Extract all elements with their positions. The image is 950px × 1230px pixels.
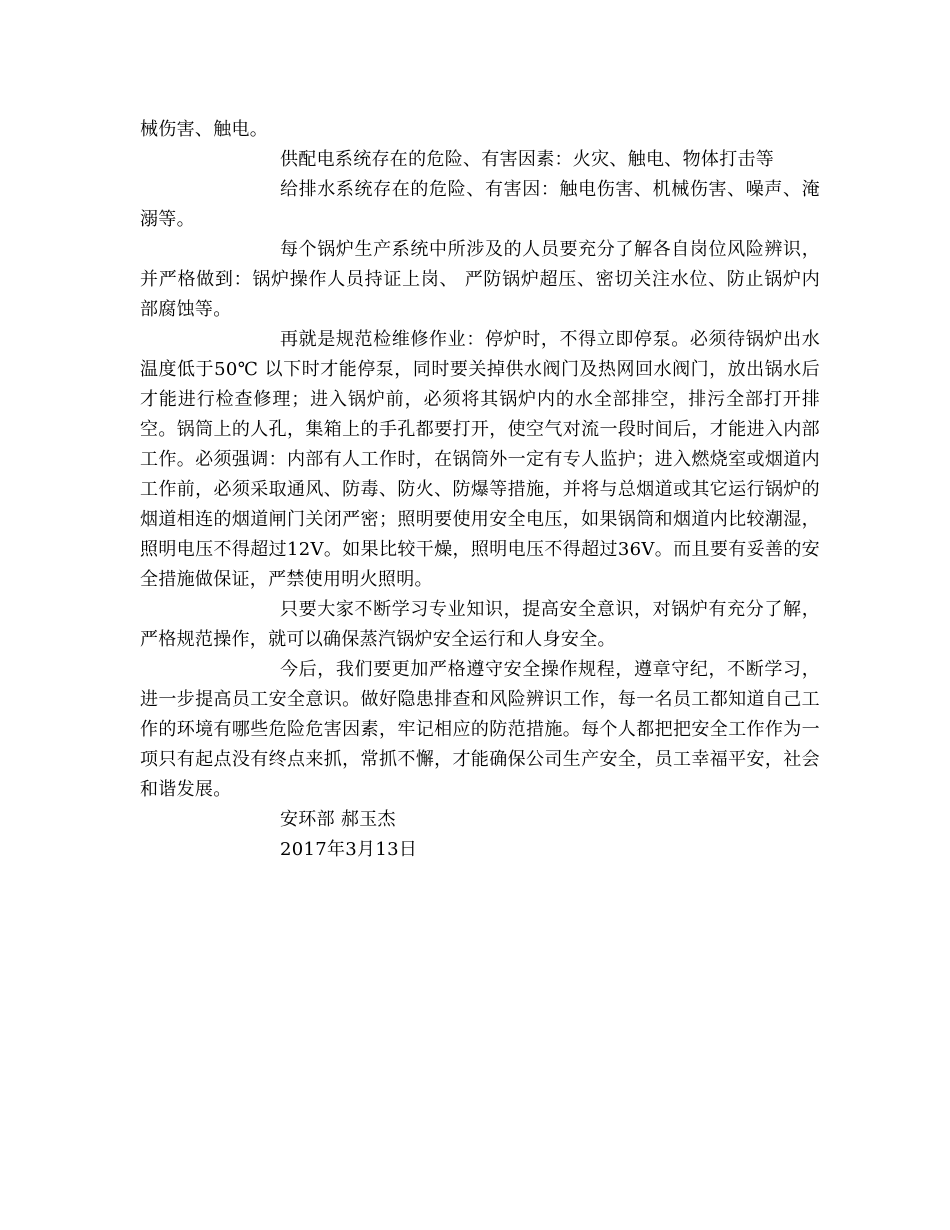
signature-date: 2017年3月13日 xyxy=(280,839,418,860)
paragraph-maintenance-rules: 再就是规范检维修作业：停炉时，不得立即停泵。必须待锅炉出水温度低于50℃ 以下时才能停泵，同时要关掉供水阀门及热网回水阀门，放出锅水后才能进行检查修理；进入锅炉前，必须将其锅炉内的水全部排空，排污全部打开排空。锅筒上的人孔，集箱上的手孔都要打开，使空气对流一段时间后，才能进入内部工作。必须强调：内部有人工作时，在锅筒外一定有专人监护；进入燃烧室或烟道内工作前，必须采取通风、防毒、防火、防爆等措施，并将与总烟道或其它运行锅炉的烟道相连的烟道闸门关闭严密；照明要使用安全电压，如果锅筒和烟道内比较潮湿，照明电压不得超过12V。如果比较干燥，照明电压不得超过36V。而且要有妥善的安全措施做保证，严禁使用明火照明。 xyxy=(140,329,820,590)
paragraph-future-commitment: 今后，我们要更加严格遵守安全操作规程，遵章守纪，不断学习，进一步提高员工安全意识。做好隐患排查和风险辨识工作，每一名员工都知道自己工作的环境有哪些危险危害因素，牢记相应的防范措施。每个人都把把安全工作作为一项只有起点没有终点来抓，常抓不懈，才能确保公司生产安全，员工幸福平安，社会和谐发展。 xyxy=(140,659,820,800)
paragraph-continuation: 械伤害、触电。 xyxy=(140,119,269,140)
paragraph-power-supply-hazards: 供配电系统存在的危险、有害因素：火灾、触电、物体打击等 xyxy=(280,149,775,170)
signature-author: 安环部 郝玉杰 xyxy=(280,809,396,830)
paragraph-boiler-personnel: 每个锅炉生产系统中所涉及的人员要充分了解各自岗位风险辨识，并严格做到：锅炉操作人员持证上岗、 严防锅炉超压、密切关注水位、防止锅炉内部腐蚀等。 xyxy=(140,239,820,320)
document-body xyxy=(140,115,820,865)
paragraph-learning: 只要大家不断学习专业知识，提高安全意识，对锅炉有充分了解，严格规范操作，就可以确保蒸汽锅炉安全运行和人身安全。 xyxy=(140,599,820,650)
paragraph-water-system-hazards: 给排水系统存在的危险、有害因：触电伤害、机械伤害、噪声、淹溺等。 xyxy=(140,179,820,230)
